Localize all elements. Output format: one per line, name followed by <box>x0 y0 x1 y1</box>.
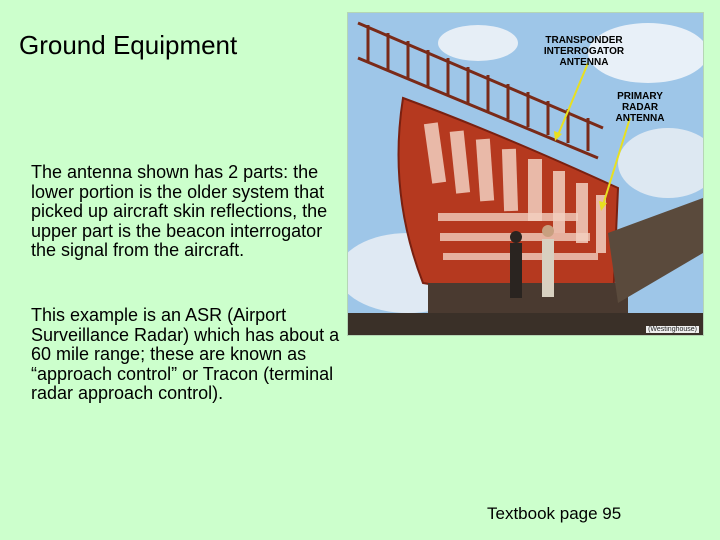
photo-credit: (Westinghouse) <box>648 326 697 333</box>
antenna-illustration <box>348 13 703 335</box>
paragraph-antenna-parts: The antenna shown has 2 parts: the lower portion is the older system that picked up aircraft skin reflections, the upper part is the beacon interrogator the signal from the aircraft. <box>31 162 328 260</box>
label-transponder-antenna: TRANSPONDER INTERROGATOR ANTENNA <box>543 35 625 68</box>
slide-title: Ground Equipment <box>19 30 238 60</box>
radar-antenna-photo <box>347 12 704 336</box>
paragraph-asr-description: This example is an ASR (Airport Surveillance Radar) which has about a 60 mile range; these are known as “approach control” or Tracon (terminal radar approach control). <box>31 305 340 403</box>
textbook-reference: Textbook page 95 <box>487 504 622 523</box>
label-primary-radar-antenna: PRIMARY RADAR ANTENNA <box>615 91 665 124</box>
